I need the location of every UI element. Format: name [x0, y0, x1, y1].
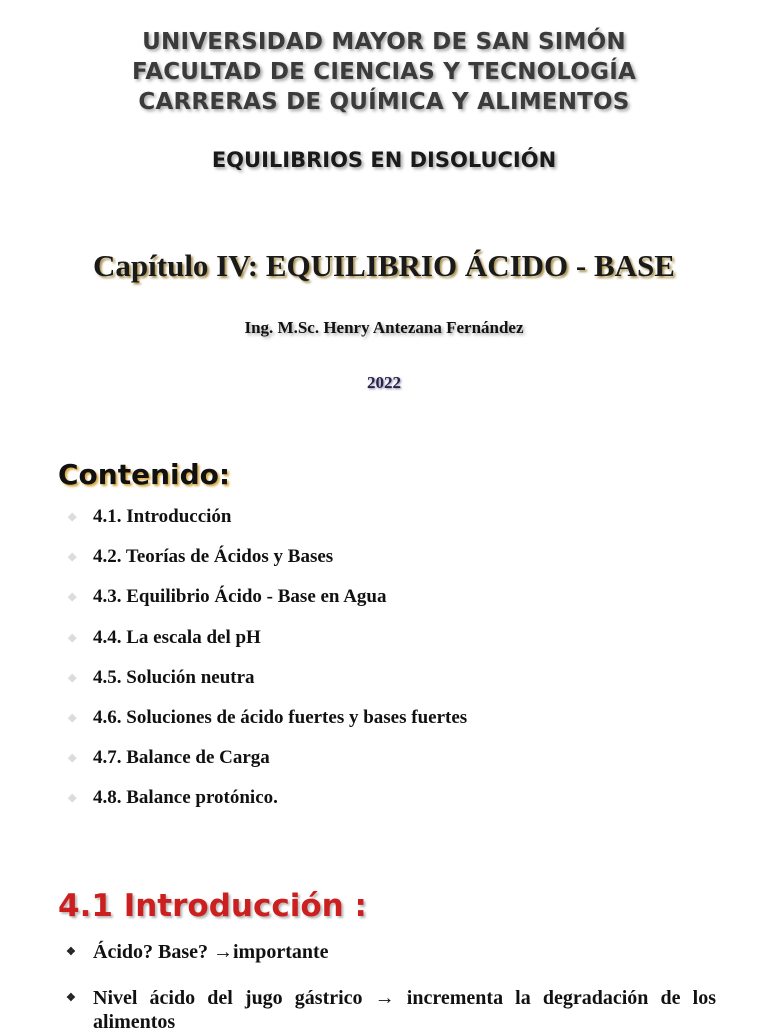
intro-list [66, 940, 716, 964]
toc-item-label: 4.8. Balance protónico. [93, 787, 278, 809]
list-item [68, 664, 467, 704]
bullet-icon: ◆ [68, 631, 77, 644]
list-item [66, 940, 716, 964]
list-item [68, 583, 467, 623]
toc-item-label: 4.7. Balance de Carga [93, 747, 270, 769]
bullet-icon: ◆ [68, 671, 77, 684]
diamond-bullet-icon: ❖ [66, 946, 76, 958]
bullet-icon: ◆ [68, 752, 77, 765]
year: 2022 [367, 373, 401, 392]
contents-list [68, 503, 467, 825]
bullet-icon: ◆ [68, 591, 77, 604]
bullet-icon: ◆ [68, 511, 77, 523]
list-item [68, 744, 467, 784]
list-item [68, 543, 467, 583]
toc-item-label: 4.5. Solución neutra [93, 666, 255, 688]
list-item [68, 503, 467, 543]
list-item [68, 784, 467, 824]
subject-title: EQUILIBRIOS EN DISOLUCIÓN [211, 148, 557, 172]
list-item [68, 624, 467, 664]
chapter-title: Capítulo IV: EQUILIBRIO ÁCIDO - BASE [93, 248, 675, 283]
toc-item-label: 4.3. Equilibrio Ácido - Base en Agua [93, 586, 387, 608]
intro-item-text: Nivel ácido del jugo gástrico → incrementa la degradación de los alimentos [93, 987, 716, 1033]
toc-item-label: 4.1. Introducción [93, 506, 232, 527]
careers-name: CARRERAS DE QUÍMICA Y ALIMENTOS [138, 89, 630, 115]
intro-list-2 [66, 986, 716, 1034]
toc-item-label: 4.6. Soluciones de ácido fuertes y bases fuertes [93, 706, 468, 728]
section-heading: 4.1 Introducción : [58, 888, 367, 924]
list-item [66, 986, 716, 1034]
author-name: Ing. M.Sc. Henry Antezana Fernández [244, 318, 524, 337]
university-name: UNIVERSIDAD MAYOR DE SAN SIMÓN [142, 29, 626, 55]
bullet-icon: ◆ [68, 711, 77, 724]
intro-item-text: Ácido? Base? →importante [93, 941, 329, 963]
toc-item-label: 4.2. Teorías de Ácidos y Bases [93, 546, 334, 568]
toc-item-label: 4.4. La escala del pH [93, 626, 261, 648]
bullet-icon: ◆ [68, 792, 77, 805]
contents-heading: Contenido: [58, 458, 231, 491]
faculty-name: FACULTAD DE CIENCIAS Y TECNOLOGÍA [131, 59, 637, 85]
bullet-icon: ◆ [68, 551, 77, 564]
diamond-bullet-icon: ❖ [66, 992, 76, 1004]
list-item [68, 704, 467, 744]
